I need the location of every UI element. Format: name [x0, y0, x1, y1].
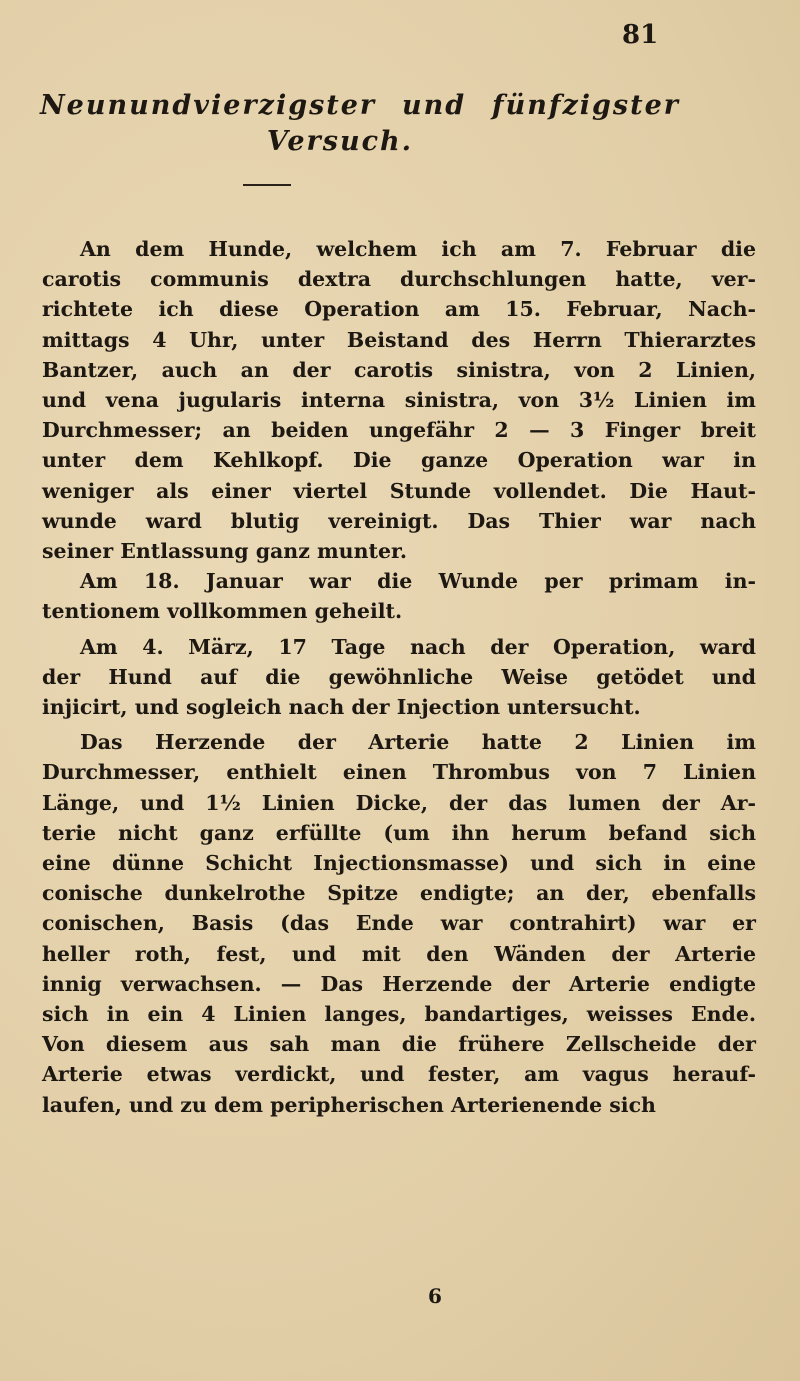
text-line: carotis communis dextra durchschlungen hatte, ver-	[42, 267, 756, 292]
text-line: laufen, und zu dem peripherischen Arterienende sich	[42, 1092, 656, 1117]
text-line: Am 18. Januar war die Wunde per primam in-	[80, 569, 756, 594]
text-line: richtete ich diese Operation am 15. Februar, Nach-	[42, 297, 756, 322]
text-line: und vena jugularis interna sinistra, von 3½ Linien im	[42, 388, 756, 413]
text-line: weniger als einer viertel Stunde vollendet. Die Haut-	[42, 478, 756, 503]
text-line: heller roth, fest, und mit den Wänden der Arterie	[42, 941, 756, 966]
title-line-2: Versuch.	[266, 126, 414, 157]
text-line: Von diesem aus sah man die frühere Zellscheide der	[42, 1032, 756, 1057]
body-text	[42, 234, 756, 1120]
text-line: eine dünne Schicht Injectionsmasse) und sich in eine	[42, 851, 756, 876]
text-line: conischen, Basis (das Ende war contrahirt) war er	[42, 911, 756, 936]
text-line: seiner Entlassung ganz munter.	[42, 539, 408, 564]
title-line-1: Neunundvierzigster und fünfzigster	[40, 90, 680, 121]
text-line: wunde ward blutig vereinigt. Das Thier war nach	[42, 508, 756, 533]
text-line: Durchmesser, enthielt einen Thrombus von 7 Linien	[42, 760, 756, 785]
title-rule	[243, 184, 291, 186]
section-title	[40, 88, 680, 160]
text-line: Durchmesser; an beiden ungefähr 2 — 3 Finger breit	[42, 418, 756, 443]
text-line: Länge, und 1½ Linien Dicke, der das lumen der Ar-	[42, 790, 756, 815]
text-line: mittags 4 Uhr, unter Beistand des Herrn Thierarztes	[42, 327, 756, 352]
text-line: unter dem Kehlkopf. Die ganze Operation war in	[42, 448, 756, 473]
text-line: Am 4. März, 17 Tage nach der Operation, ward	[80, 634, 756, 659]
text-line: An dem Hunde, welchem ich am 7. Februar die	[80, 237, 756, 261]
text-line: innig verwachsen. — Das Herzende der Arterie endigte	[42, 971, 756, 996]
text-line: injicirt, und sogleich nach der Injection untersucht.	[42, 695, 641, 720]
text-line: conische dunkelrothe Spitze endigte; an der, ebenfalls	[42, 881, 756, 906]
text-line: Das Herzende der Arterie hatte 2 Linien im	[80, 730, 756, 755]
text-line: terie nicht ganz erfüllte (um ihn herum befand sich	[42, 820, 756, 845]
page-number: 81	[622, 20, 659, 50]
text-line: sich in ein 4 Linien langes, bandartiges, weisses Ende.	[42, 1002, 756, 1027]
signature-mark: 6	[428, 1284, 442, 1308]
text-line: Arterie etwas verdickt, und fester, am vagus herauf-	[42, 1062, 756, 1087]
text-line: tentionem vollkommen geheilt.	[42, 599, 403, 624]
text-line: Bantzer, auch an der carotis sinistra, von 2 Linien,	[42, 357, 756, 382]
text-line: der Hund auf die gewöhnliche Weise getödet und	[42, 664, 756, 689]
